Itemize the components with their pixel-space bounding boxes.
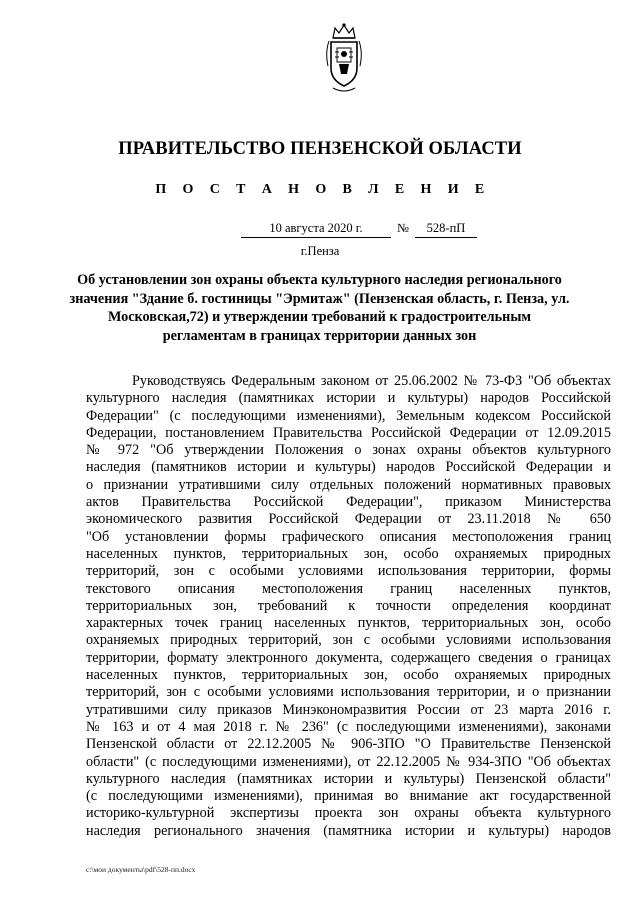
body-line: наследия (памятников истории и культуры) народов Российской Федерации и	[86, 459, 611, 476]
body-line: населенных пунктов, территориальных зон, особо охраняемых природных	[86, 545, 611, 562]
body-line: (с последующими изменениями), принимая во внимание акт государственной	[86, 788, 611, 805]
body-line: наследия регионального значения (памятника истории и культуры) народов	[86, 822, 611, 839]
body-line: Федерации" (с последующими изменениями), Земельным кодексом Российской	[86, 407, 611, 424]
body-line: № 972 "Об утверждении Положения о зонах охраны объектов культурного	[86, 442, 611, 459]
document-number: 528-пП	[415, 221, 477, 238]
body-line: территорий, зон с особыми условиями использования территории, и о признании	[86, 684, 611, 701]
body-line: текстового описания местоположения границ населенных пунктов,	[86, 580, 611, 597]
body-line: культурного наследия (памятниках истории и культуры) Пензенской области"	[86, 770, 611, 787]
body-line: историко-культурной экспертизы проекта зон охраны объекта культурного	[86, 805, 611, 822]
document-subject: Об установлении зон охраны объекта культурного наследия регионального значения "Здание б. гостиницы "Эрмитаж" (Пензенская область, г. Пенза, ул. Московская,72) и утверждении требований к градостроительным регламентам в границах территории данных зон	[69, 272, 570, 344]
coat-of-arms-icon	[319, 22, 369, 96]
body-line: о признании утратившими силу отдельных положений нормативных правовых	[86, 476, 611, 493]
body-line: актов Правительства Российской Федерации", приказом Министерства	[86, 494, 611, 511]
body-line: Федерации, постановлением Правительства Российской Федерации от 12.09.2015	[86, 424, 611, 441]
body-line: утратившими силу приказов Минэкономразвития России от 23 марта 2016 г.	[86, 701, 611, 718]
file-path-footer: c:\мои документы\pdf\528-пп.docx	[86, 865, 196, 874]
body-line: населенных пунктов, территориальных зон, особо охраняемых природных	[86, 667, 611, 684]
body-line: территориальных зон, требований к точности определения координат	[86, 597, 611, 614]
government-title: ПРАВИТЕЛЬСТВО ПЕНЗЕНСКОЙ ОБЛАСТИ	[118, 139, 522, 159]
body-line: Пензенской области от 22.12.2005 № 906-ЗПО "О Правительстве Пензенской	[86, 736, 611, 753]
body-line: Руководствуясь Федеральным законом от 25.06.2002 № 73-ФЗ "Об объектах	[132, 373, 611, 389]
body-line: территории, формату электронного документа, содержащего сведения о границах	[86, 649, 611, 666]
document-body	[86, 373, 611, 840]
body-line: "Об установлении формы графического описания местоположения границ	[86, 528, 611, 545]
date-number-line	[0, 221, 640, 239]
body-line: экономического развития Российской Федерации от 23.11.2018 № 650	[86, 511, 611, 528]
body-line: охраняемых природных территорий, зон с особыми условиями использования	[86, 632, 611, 649]
body-line: № 163 и от 4 мая 2018 г. № 236" (с последующими изменениями), законами	[86, 718, 611, 735]
document-type: П О С Т А Н О В Л Е Н И Е	[155, 182, 491, 197]
document-date: 10 августа 2020 г.	[241, 221, 391, 238]
number-sign: №	[397, 221, 409, 235]
body-line: области" (с последующими изменениями), от 22.12.2005 № 934-ЗПО "Об объектах	[86, 753, 611, 770]
body-line: культурного наследия (памятниках истории и культуры) народов Российской	[86, 390, 611, 407]
body-line: характерных точек границ населенных пунктов, территориальных зон, особо	[86, 615, 611, 632]
coat-of-arms-emblem	[319, 22, 369, 96]
document-city: г.Пенза	[300, 244, 340, 258]
body-line: территорий, зон с особыми условиями использования территории, формы	[86, 563, 611, 580]
